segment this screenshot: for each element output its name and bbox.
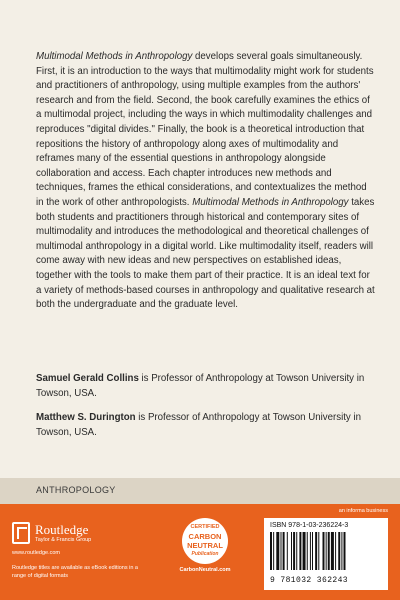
badge-line-3: Publication bbox=[191, 551, 219, 557]
book-title: Multimodal Methods in Anthropology bbox=[36, 51, 193, 62]
publisher-footer bbox=[0, 504, 400, 600]
carbon-neutral-icon bbox=[182, 518, 228, 564]
subject-label: ANTHROPOLOGY bbox=[36, 485, 116, 495]
ebook-note: Routledge titles are available as eBook editions in a range of digital formats bbox=[12, 565, 138, 579]
ean-number: 9 781032 362243 bbox=[270, 576, 349, 585]
publisher-group: Taylor & Francis Group bbox=[35, 536, 92, 543]
blurb-part-2: takes both students and practitioners through historical and contemporary sites of multimodality and introduces the methodological and theoretical challenges of multimodal anthropology in a digital world. Like multimodality itself, readers will come away with new ideas and new perspectives on established ideas, together with the tools to make them part of their practice. It is an ideal text for a variety of methods-based courses in anthropology and qualitative research at both the undergraduate and the graduate level. bbox=[36, 196, 375, 311]
author-bio bbox=[36, 411, 376, 440]
blurb-text bbox=[36, 50, 376, 313]
routledge-logo bbox=[12, 522, 91, 544]
isbn-barcode-box bbox=[264, 518, 388, 590]
routledge-r-icon bbox=[12, 522, 30, 544]
isbn-text: ISBN 978-1-03-236224-3 bbox=[270, 522, 349, 529]
carbon-neutral-url: CarbonNeutral.com bbox=[179, 567, 231, 573]
blurb-part-1: develops several goals simultaneously. First, it is an introduction to the ways that multimodality might work for students and practitioners of anthropology, using multiple examples from the authors' research and from the field. Second, the book carefully examines the ethics of a multimodal project, including the ways in which multimodality challenges and reproduces "digital divides." Finally, the book is a theoretical introduction that repositions the history of anthropology along axes of multimodality and reframes many of the essential questions in anthropology alongside collaboration and access. Each chapter introduces new methods and techniques, frames the ethical considerations, and contextualizes the method in the work of other anthropologists. bbox=[36, 51, 374, 208]
carbon-neutral-badge bbox=[170, 518, 240, 573]
badge-line-2: CARBON NEUTRAL bbox=[187, 532, 223, 550]
author-name: Samuel Gerald Collins bbox=[36, 373, 139, 384]
author-name: Matthew S. Durington bbox=[36, 412, 136, 424]
informa-tagline: an informa business bbox=[338, 508, 388, 514]
publisher-name: Routledge bbox=[35, 521, 89, 537]
publisher-website: www.routledge.com bbox=[12, 550, 60, 556]
subject-bar bbox=[0, 478, 400, 504]
book-title-repeat: Multimodal Methods in Anthropology bbox=[192, 196, 349, 208]
author-description: is Professor of Anthropology at Towson University in Towson, USA. bbox=[36, 373, 365, 399]
author-description: is Professor of Anthropology at Towson University in Towson, USA. bbox=[36, 412, 361, 438]
badge-line-1: CERTIFIED bbox=[190, 524, 220, 530]
author-bio bbox=[36, 372, 376, 401]
author-bios bbox=[36, 372, 376, 450]
barcode-icon bbox=[270, 532, 382, 570]
